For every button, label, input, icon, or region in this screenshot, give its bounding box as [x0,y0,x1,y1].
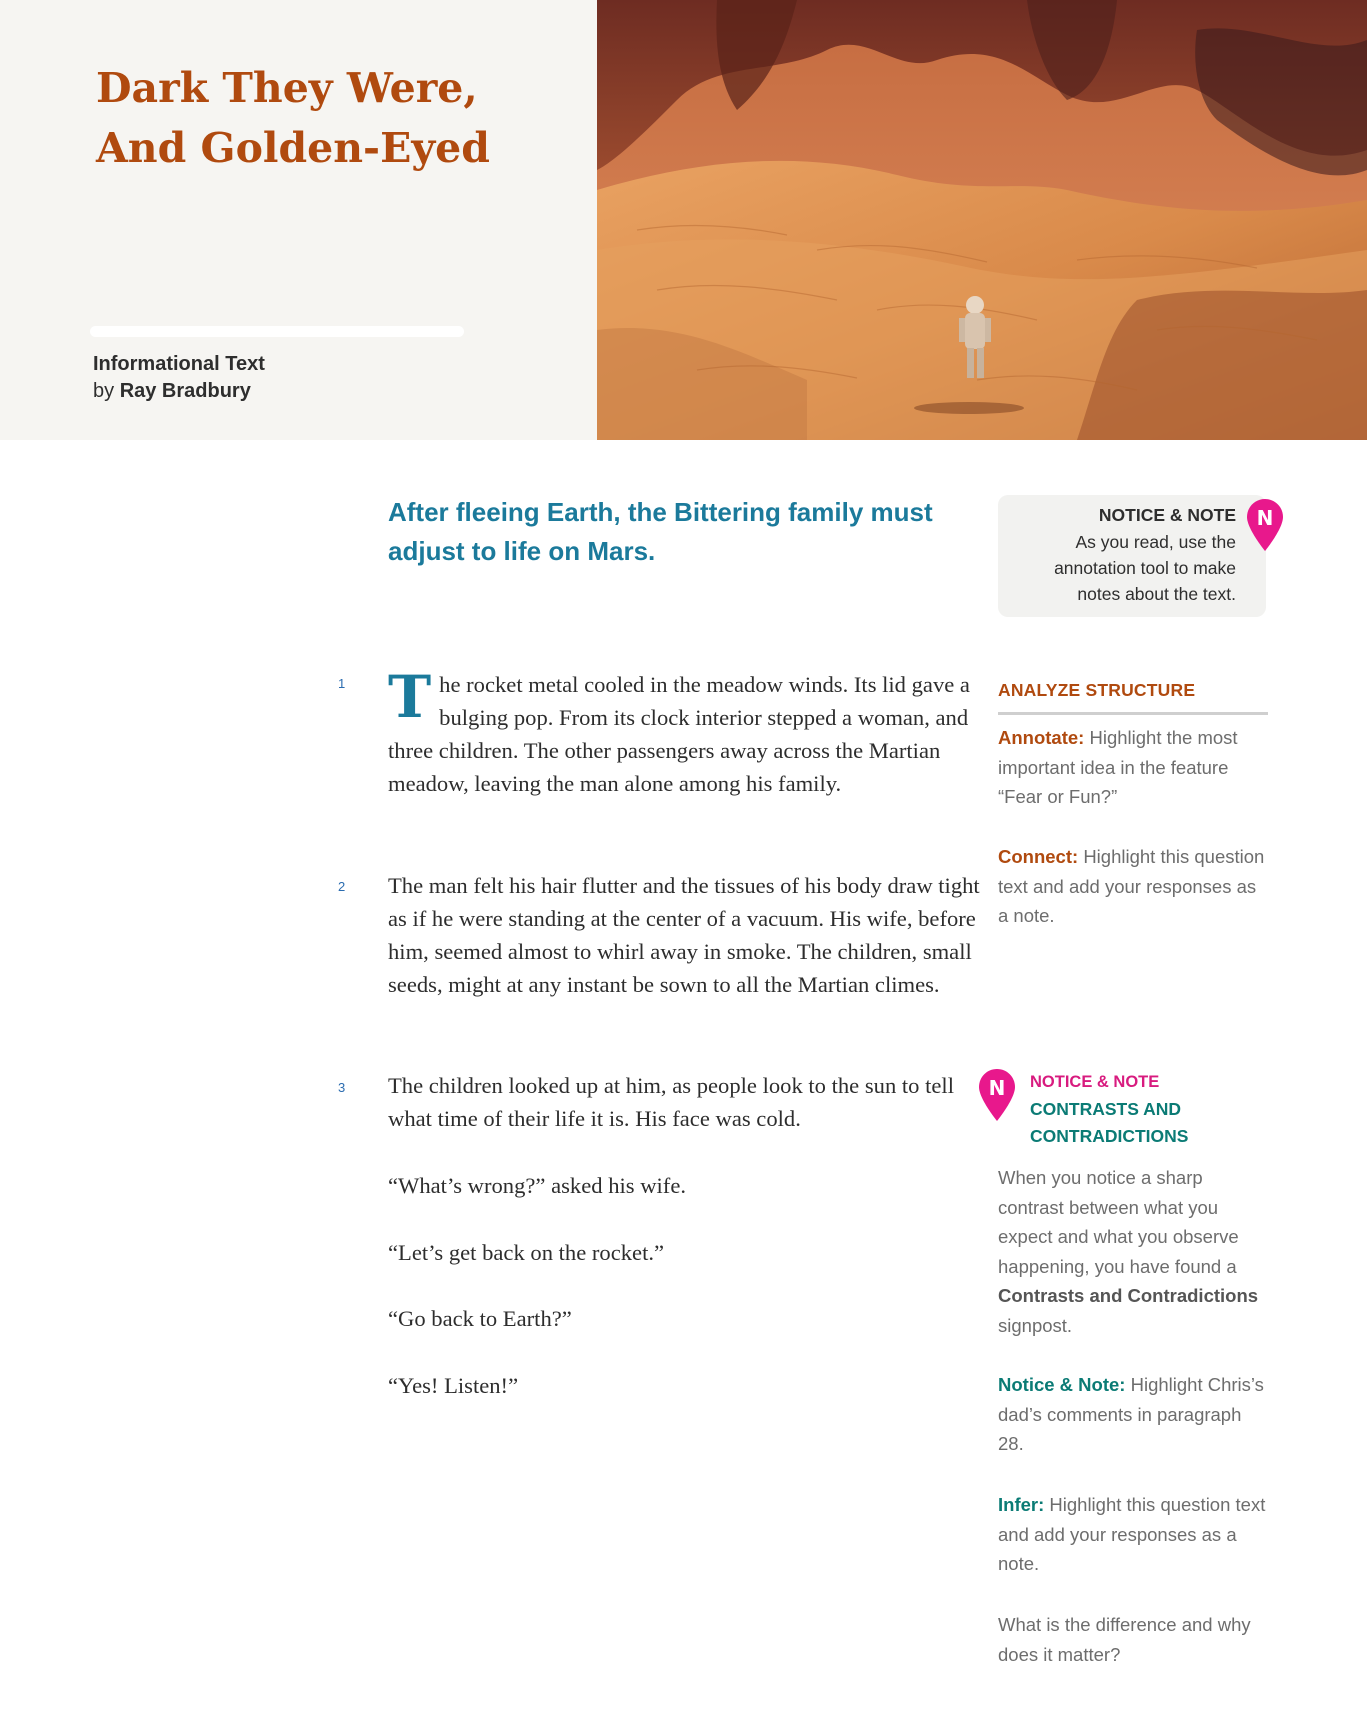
title-line-2: And Golden-Eyed [96,124,490,172]
contrasts-desc-after: signpost. [998,1314,1073,1336]
notice-note-callout-text: As you read, use the annotation tool to make notes about the text. [1054,532,1236,604]
pin-letter-2: N [988,1076,1006,1100]
contrasts-signpost-name: Contrasts and Contradictions [998,1285,1259,1306]
connect-prompt [998,842,1270,931]
paragraph-3: The children looked up at him, as people look to the sun to tell what time of their life it is. His face was cold. [388,1073,954,1131]
infer-question: What is the difference and why does it matter? [998,1614,1251,1665]
drop-cap: T [388,663,432,731]
map-pin-icon [1246,498,1284,552]
dialogue-line-4: “Yes! Listen!” [388,1373,519,1398]
analyze-structure-divider [998,712,1268,715]
contrasts-desc-before: When you notice a sharp contrast between what you expect and what you observe happening, you have found a [998,1167,1239,1277]
notice-note-callout [998,495,1266,617]
contrasts-title: CONTRASTS AND CONTRADICTIONS [1030,1099,1189,1146]
paragraph-1-text: he rocket metal cooled in the meadow winds. Its lid gave a bulging pop. From its clock interior stepped a woman, and three children. The other passengers away across the Martian meadow, leaving the man alone among his family. [388,672,970,796]
infer-text: Highlight this question text and add your responses as a note. [998,1494,1266,1574]
pin-letter: N [1256,506,1274,530]
intro-summary: After fleeing Earth, the Bittering family must adjust to life on Mars. [388,497,933,566]
notice-note-label: Notice & Note: [998,1374,1126,1395]
contrasts-description [998,1163,1270,1340]
connect-text: Highlight this question text and add your responses as a note. [998,846,1265,926]
paragraph-1 [388,663,988,800]
connect-label: Connect: [998,846,1079,867]
mars-landscape-image [597,0,1367,440]
title-panel [0,0,597,440]
notice-note-prompt [998,1370,1270,1459]
dialogue-line-3: “Go back to Earth?” [388,1306,572,1331]
byline [93,377,251,405]
mars-landscape-illustration [597,0,1367,440]
analyze-structure-heading: ANALYZE STRUCTURE [998,680,1196,700]
title-divider [90,326,464,337]
annotate-label: Annotate: [998,727,1085,748]
annotate-text: Highlight the most important idea in the feature “Fear or Fun?” [998,727,1238,807]
page-title [96,58,576,178]
contrasts-notice-label: NOTICE & NOTE [1030,1073,1160,1091]
annotate-prompt [998,723,1270,812]
dialogue-line-1: “What’s wrong?” asked his wife. [388,1173,687,1198]
notice-note-text: Highlight Chris’s dad’s comments in paragraph 28. [998,1374,1264,1454]
infer-prompt [998,1490,1270,1579]
dialogue-line-2: “Let’s get back on the rocket.” [388,1240,665,1265]
map-pin-icon-contrasts [978,1068,1016,1122]
paragraph-number-1: 1 [338,676,346,691]
notice-note-callout-title: NOTICE & NOTE [1098,505,1236,525]
byline-prefix: by [93,380,115,402]
paragraph-number-2: 2 [338,879,346,894]
author-name: Ray Bradbury [119,380,251,402]
infer-label: Infer: [998,1494,1045,1515]
header-banner [0,0,1367,440]
genre-label: Informational Text [93,353,265,375]
title-line-1: Dark They Were, [96,64,478,112]
paragraph-2: The man felt his hair flutter and the tissues of his body draw tight as if he were standing at the center of a vacuum. His wife, before him, seemed almost to whirl away in smoke. The children, small seeds, might at any instant be sown to all the Martian climes. [388,873,980,997]
paragraph-number-3: 3 [338,1080,346,1095]
